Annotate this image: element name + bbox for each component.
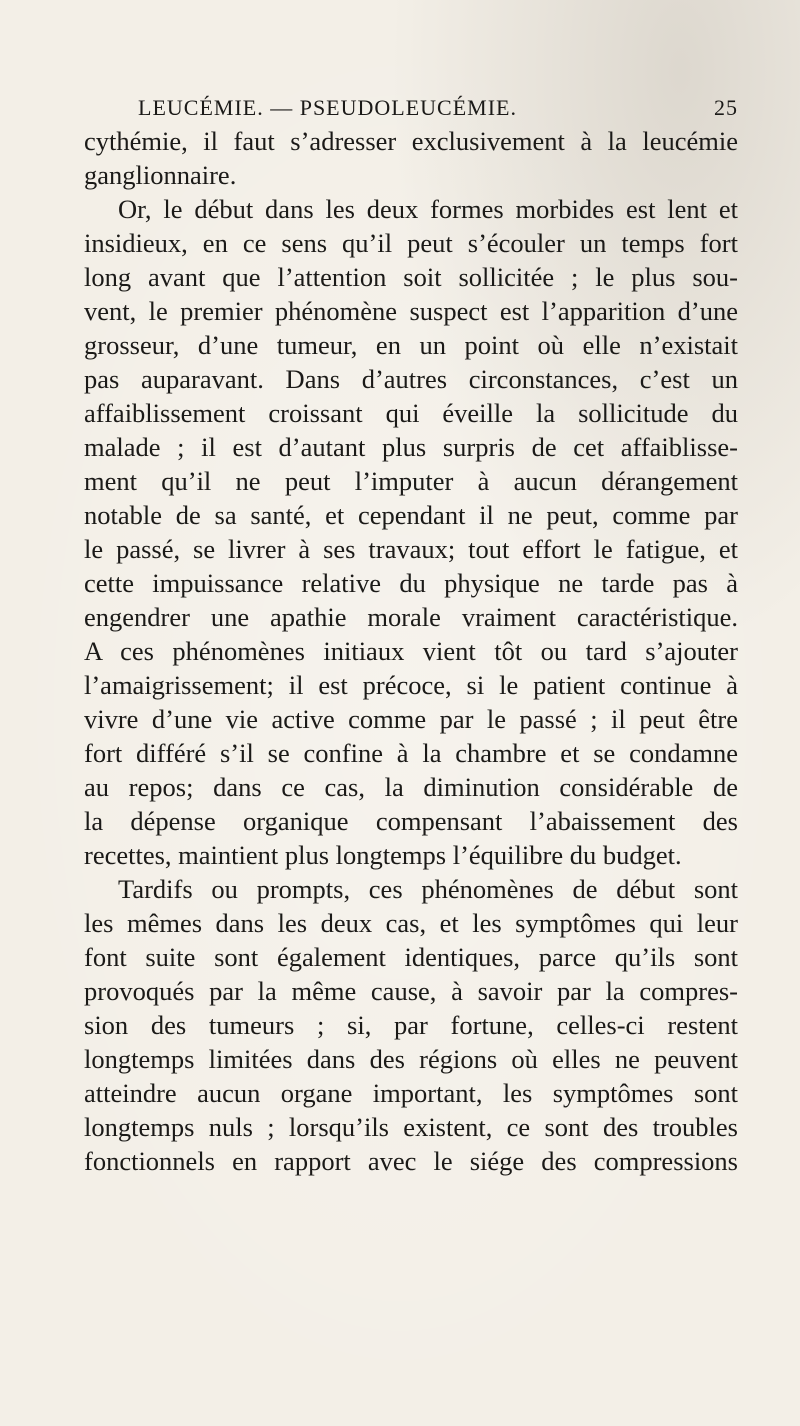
text-line: atteindre aucun organe important, les symptômes sont	[84, 1078, 738, 1108]
text-line: fort différé s’il se confine à la chambre et se condamne	[84, 738, 738, 768]
text-line: engendrer une apathie morale vraiment caractéristique.	[84, 602, 738, 632]
text-line: pas auparavant. Dans d’autres circonstances, c’est un	[84, 364, 738, 394]
text-line: affaiblissement croissant qui éveille la sollicitude du	[84, 398, 738, 428]
text-line: fonctionnels en rapport avec le siége des compressions	[84, 1146, 738, 1176]
text-line: insidieux, en ce sens qu’il peut s’écouler un temps fort	[84, 228, 738, 258]
text-line: l’amaigrissement; il est précoce, si le patient continue à	[84, 670, 738, 700]
text-line: le passé, se livrer à ses travaux; tout effort le fatigue, et	[84, 534, 738, 564]
text-line: ganglionnaire.	[84, 160, 237, 190]
text-line: vivre d’une vie active comme par le passé ; il peut être	[84, 704, 738, 734]
text-line: A ces phénomènes initiaux vient tôt ou tard s’ajouter	[84, 636, 738, 666]
page-number: 25	[714, 95, 738, 120]
text-line: longtemps limitées dans des régions où elles ne peuvent	[84, 1044, 738, 1074]
text-line: longtemps nuls ; lorsqu’ils existent, ce sont des troubles	[84, 1112, 738, 1142]
body-text	[84, 124, 738, 1178]
text-line: cette impuissance relative du physique ne tarde pas à	[84, 568, 738, 598]
text-line: recettes, maintient plus longtemps l’équilibre du budget.	[84, 840, 682, 870]
text-line: sion des tumeurs ; si, par fortune, celles-ci restent	[84, 1010, 738, 1040]
text-line: provoqués par la même cause, à savoir par la compres-	[84, 976, 738, 1006]
running-head	[138, 93, 738, 123]
text-line: malade ; il est d’autant plus surpris de cet affaiblisse-	[84, 432, 738, 462]
text-line: font suite sont également identiques, parce qu’ils sont	[84, 942, 738, 972]
text-line: ment qu’il ne peut l’imputer à aucun dérangement	[84, 466, 738, 496]
text-line: Or, le début dans les deux formes morbides est lent et	[118, 194, 738, 224]
text-line: Tardifs ou prompts, ces phénomènes de début sont	[118, 874, 738, 904]
text-line: les mêmes dans les deux cas, et les symptômes qui leur	[84, 908, 738, 938]
text-line: long avant que l’attention soit sollicitée ; le plus sou-	[84, 262, 738, 292]
text-line: au repos; dans ce cas, la diminution considérable de	[84, 772, 738, 802]
running-head-title: LEUCÉMIE. — PSEUDOLEUCÉMIE.	[138, 95, 517, 120]
text-line: grosseur, d’une tumeur, en un point où elle n’existait	[84, 330, 738, 360]
text-line: cythémie, il faut s’adresser exclusivement à la leucémie	[84, 126, 738, 156]
text-line: la dépense organique compensant l’abaissement des	[84, 806, 738, 836]
text-line: vent, le premier phénomène suspect est l’apparition d’une	[84, 296, 738, 326]
text-line: notable de sa santé, et cependant il ne peut, comme par	[84, 500, 738, 530]
